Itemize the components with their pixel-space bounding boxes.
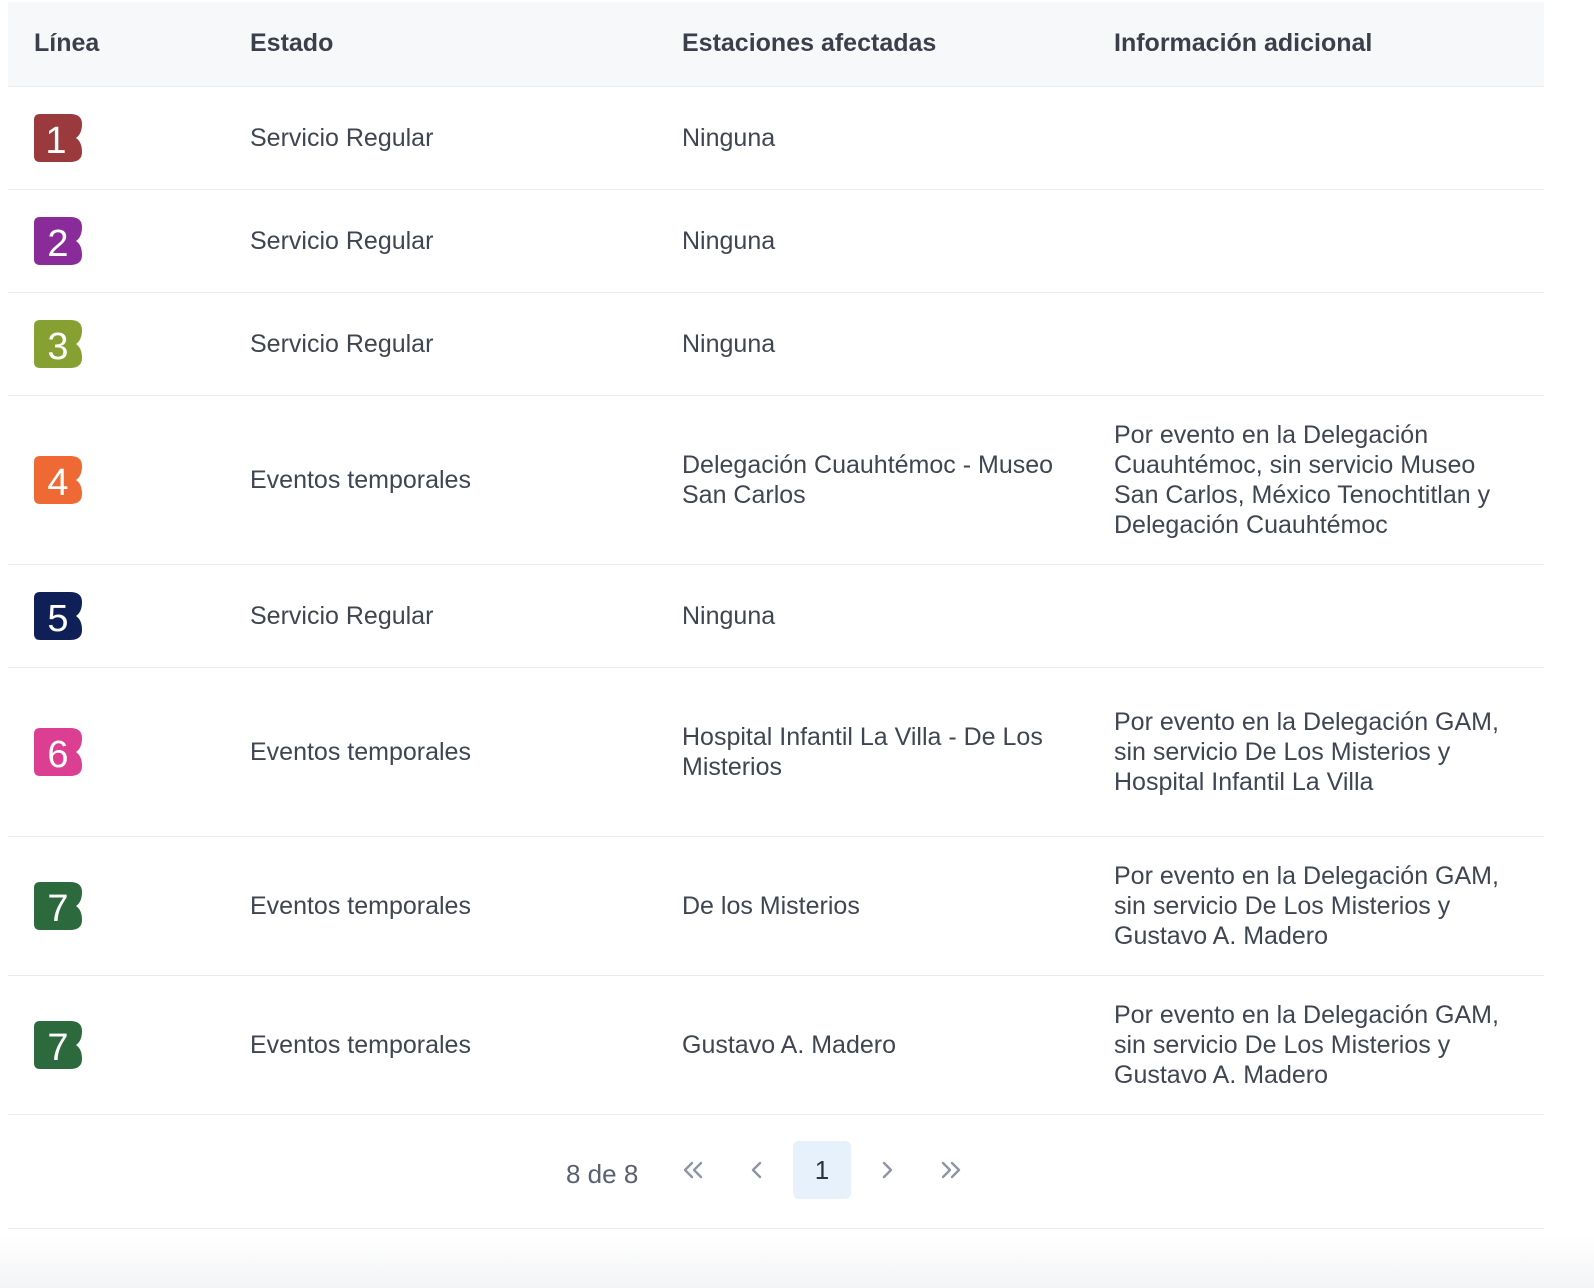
info-cell: Por evento en la Delegación GAM, sin servicio De Los Misterios y Gustavo A. Madero	[1088, 975, 1544, 1114]
header-line: Línea	[8, 2, 224, 86]
line-number: 4	[47, 461, 69, 504]
line-cell	[8, 189, 224, 292]
info-cell	[1088, 189, 1544, 292]
header-stations: Estaciones afectadas	[656, 2, 1088, 86]
line-cell	[8, 395, 224, 564]
status-cell: Eventos temporales	[224, 395, 656, 564]
table-header-row	[8, 2, 1544, 86]
line-cell	[8, 975, 224, 1114]
previous-page-button[interactable]	[728, 1141, 786, 1199]
stations-cell: Ninguna	[656, 86, 1088, 189]
stations-cell: De los Misterios	[656, 836, 1088, 975]
status-cell: Eventos temporales	[224, 836, 656, 975]
status-cell: Eventos temporales	[224, 667, 656, 836]
stations-cell: Gustavo A. Madero	[656, 975, 1088, 1114]
line-number: 7	[47, 1026, 69, 1069]
line-cell	[8, 292, 224, 395]
stations-cell: Ninguna	[656, 292, 1088, 395]
metro-status-table-container	[8, 2, 1544, 1229]
table-row	[8, 975, 1544, 1114]
info-cell	[1088, 292, 1544, 395]
double-chevron-right-icon	[938, 1157, 964, 1183]
page-1-button[interactable]: 1	[793, 1141, 851, 1199]
pagination-cell	[8, 1114, 1544, 1228]
info-cell	[1088, 86, 1544, 189]
line-number: 3	[47, 325, 69, 368]
line-number: 1	[45, 119, 67, 162]
info-cell: Por evento en la Delegación Cuauhtémoc, sin servicio Museo San Carlos, México Tenochtitlan y Delegación Cuauhtémoc	[1088, 395, 1544, 564]
line-number: 2	[47, 222, 69, 265]
chevron-left-icon	[744, 1157, 770, 1183]
info-cell: Por evento en la Delegación GAM, sin servicio De Los Misterios y Gustavo A. Madero	[1088, 836, 1544, 975]
table-row	[8, 292, 1544, 395]
double-chevron-left-icon	[680, 1157, 706, 1183]
stations-cell: Ninguna	[656, 189, 1088, 292]
status-cell: Servicio Regular	[224, 189, 656, 292]
line-7-icon	[34, 882, 82, 930]
line-cell	[8, 836, 224, 975]
pagination-row	[8, 1114, 1544, 1228]
stations-cell: Ninguna	[656, 564, 1088, 667]
line-number: 6	[47, 733, 69, 776]
line-1-icon	[34, 114, 82, 162]
last-page-button[interactable]	[922, 1141, 980, 1199]
line-3-icon	[34, 320, 82, 368]
metro-status-table	[8, 2, 1544, 1229]
line-7-icon	[34, 1021, 82, 1069]
stations-cell: Hospital Infantil La Villa - De Los Misterios	[656, 667, 1088, 836]
header-info: Información adicional	[1088, 2, 1544, 86]
info-cell: Por evento en la Delegación GAM, sin servicio De Los Misterios y Hospital Infantil La Villa	[1088, 667, 1544, 836]
line-cell	[8, 667, 224, 836]
table-row	[8, 86, 1544, 189]
line-5-icon	[34, 592, 82, 640]
info-cell	[1088, 564, 1544, 667]
line-cell	[8, 564, 224, 667]
first-page-button[interactable]	[664, 1141, 722, 1199]
table-row	[8, 189, 1544, 292]
status-cell: Servicio Regular	[224, 564, 656, 667]
next-page-button[interactable]	[858, 1141, 916, 1199]
status-cell: Servicio Regular	[224, 292, 656, 395]
line-cell	[8, 86, 224, 189]
line-4-icon	[34, 456, 82, 504]
status-cell: Eventos temporales	[224, 975, 656, 1114]
table-row	[8, 667, 1544, 836]
pagination-count: 8 de 8	[566, 1158, 639, 1189]
stations-cell: Delegación Cuauhtémoc - Museo San Carlos	[656, 395, 1088, 564]
line-6-icon	[34, 728, 82, 776]
table-row	[8, 836, 1544, 975]
page-footer-shade	[0, 1236, 1594, 1288]
line-2-icon	[34, 217, 82, 265]
line-number: 7	[47, 887, 69, 930]
line-number: 5	[47, 597, 69, 640]
header-status: Estado	[224, 2, 656, 86]
chevron-right-icon	[874, 1157, 900, 1183]
table-row	[8, 564, 1544, 667]
table-row	[8, 395, 1544, 564]
status-cell: Servicio Regular	[224, 86, 656, 189]
pagination	[8, 1115, 1544, 1228]
